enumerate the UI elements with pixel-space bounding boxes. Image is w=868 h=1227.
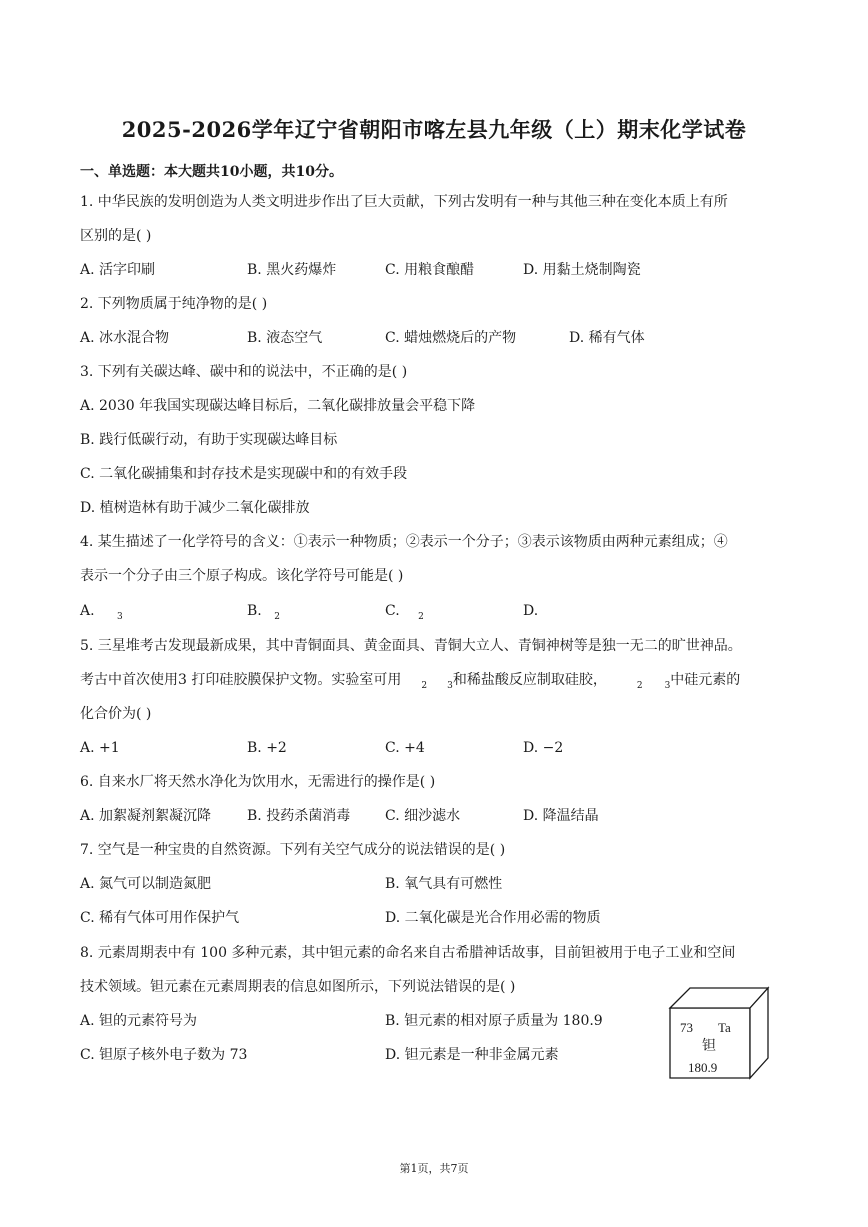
q4-option-a-subscript: 3 — [117, 612, 123, 622]
q4-option-d: D. — [523, 603, 539, 619]
q5-subscript-1: 2 — [421, 681, 428, 691]
q5-subscript-4: 3 — [664, 681, 671, 691]
q2-option-c: C. 蜡烛燃烧后的产物 — [385, 330, 517, 346]
q4-option-b — [247, 601, 280, 623]
q5-line2-part3: 中硅元素的 — [670, 672, 741, 688]
q1-option-b: B. 黑火药爆炸 — [247, 262, 337, 278]
element-atomic-number: 73 — [680, 1020, 693, 1035]
q3-option-b: B. 践行低碳行动，有助于实现碳达峰目标 — [80, 432, 338, 448]
q8-option-a: A. 钽的元素符号为 — [80, 1013, 198, 1029]
question-5-text-cont — [80, 670, 740, 692]
q4-option-c-label: C. — [385, 603, 400, 619]
q8-option-c: C. 钽原子核外电子数为 73 — [80, 1047, 248, 1063]
question-3-text: 3. 下列有关碳达峰、碳中和的说法中，不正确的是( ) — [80, 364, 408, 380]
q2-option-a: A. 冰水混合物 — [80, 330, 170, 346]
q4-option-b-label: B. — [247, 603, 262, 619]
question-8-text-cont: 技术领域。钽元素在元素周期表的信息如图所示，下列说法错误的是( ) — [80, 979, 516, 995]
q7-option-a: A. 氮气可以制造氮肥 — [80, 876, 212, 892]
q5-line2-part2: 和稀盐酸反应制取硅胶， — [452, 672, 607, 688]
page-footer: 第1页，共7页 — [399, 1162, 469, 1175]
q4-option-c — [385, 601, 424, 623]
q5-option-a: A. +1 — [80, 740, 120, 756]
q1-option-c: C. 用粮食酿醋 — [385, 262, 475, 278]
q3-option-c: C. 二氧化碳捕集和封存技术是实现碳中和的有效手段 — [80, 466, 408, 482]
q3-option-a: A. 2030 年我国实现碳达峰目标后，二氧化碳排放量会平稳下降 — [80, 398, 476, 414]
question-8-text: 8. 元素周期表中有 100 多种元素，其中钽元素的命名来自古希腊神话故事，目前钽被用于电子工业和空间 — [80, 945, 736, 961]
element-name: 钽 — [702, 1038, 716, 1054]
section-heading: 一、单选题：本大题共10小题，共10分。 — [80, 164, 343, 180]
q1-option-d: D. 用黏土烧制陶瓷 — [523, 262, 641, 278]
q4-option-a-label: A. — [80, 603, 95, 619]
question-5-text: 5. 三星堆考古发现最新成果，其中青铜面具、黄金面具、青铜大立人、青铜神树等是独一无二的旷世神品。 — [80, 638, 742, 654]
q7-option-c: C. 稀有气体可用作保护气 — [80, 910, 240, 926]
q6-option-c: C. 细沙滤水 — [385, 808, 461, 824]
question-2-text: 2. 下列物质属于纯净物的是( ) — [80, 296, 268, 312]
q8-option-d: D. 钽元素是一种非金属元素 — [385, 1047, 559, 1063]
q5-option-b: B. +2 — [247, 740, 287, 756]
q4-option-c-subscript: 2 — [418, 612, 424, 622]
question-1-text-cont: 区别的是( ) — [80, 228, 152, 244]
q2-option-b: B. 液态空气 — [247, 330, 323, 346]
question-6-text: 6. 自来水厂将天然水净化为饮用水，无需进行的操作是( ) — [80, 774, 436, 790]
q5-option-c: C. +4 — [385, 740, 425, 756]
q2-option-d: D. 稀有气体 — [569, 330, 645, 346]
question-4-text: 4. 某生描述了一化学符号的含义：①表示一种物质；②表示一个分子；③表示该物质由两种元素组成；④ — [80, 534, 728, 550]
element-atomic-mass: 180.9 — [688, 1060, 718, 1075]
q4-option-b-subscript: 2 — [274, 612, 280, 622]
q5-subscript-2: 3 — [447, 681, 453, 691]
element-card — [666, 984, 770, 1080]
q5-line2-part1: 考古中首次使用3 打印硅胶膜保护文物。实验室可用 — [80, 672, 402, 688]
q7-option-d: D. 二氧化碳是光合作用必需的物质 — [385, 910, 601, 926]
page-title: 2025-2026学年辽宁省朝阳市喀左县九年级（上）期末化学试卷 — [121, 117, 747, 142]
q6-option-b: B. 投药杀菌消毒 — [247, 808, 351, 824]
q7-option-b: B. 氧气具有可燃性 — [385, 876, 503, 892]
question-4-text-cont: 表示一个分子由三个原子构成。该化学符号可能是( ) — [80, 568, 404, 584]
q1-option-a: A. 活字印刷 — [80, 262, 156, 278]
question-5-text-end: 化合价为( ) — [80, 706, 152, 722]
q3-option-d: D. 植树造林有助于减少二氧化碳排放 — [80, 500, 310, 516]
element-symbol: Ta — [718, 1020, 731, 1035]
q8-option-b: B. 钽元素的相对原子质量为 180.9 — [385, 1013, 603, 1029]
q5-subscript-3: 2 — [636, 681, 643, 691]
q6-option-d: D. 降温结晶 — [523, 808, 599, 824]
q5-option-d: D. −2 — [523, 740, 564, 756]
question-1-text: 1. 中华民族的发明创造为人类文明进步作出了巨大贡献，下列古发明有一种与其他三种在变化本质上有所 — [80, 194, 728, 210]
q6-option-a: A. 加絮凝剂絮凝沉降 — [80, 808, 212, 824]
q4-option-a — [80, 601, 123, 623]
question-7-text: 7. 空气是一种宝贵的自然资源。下列有关空气成分的说法错误的是( ) — [80, 842, 506, 858]
